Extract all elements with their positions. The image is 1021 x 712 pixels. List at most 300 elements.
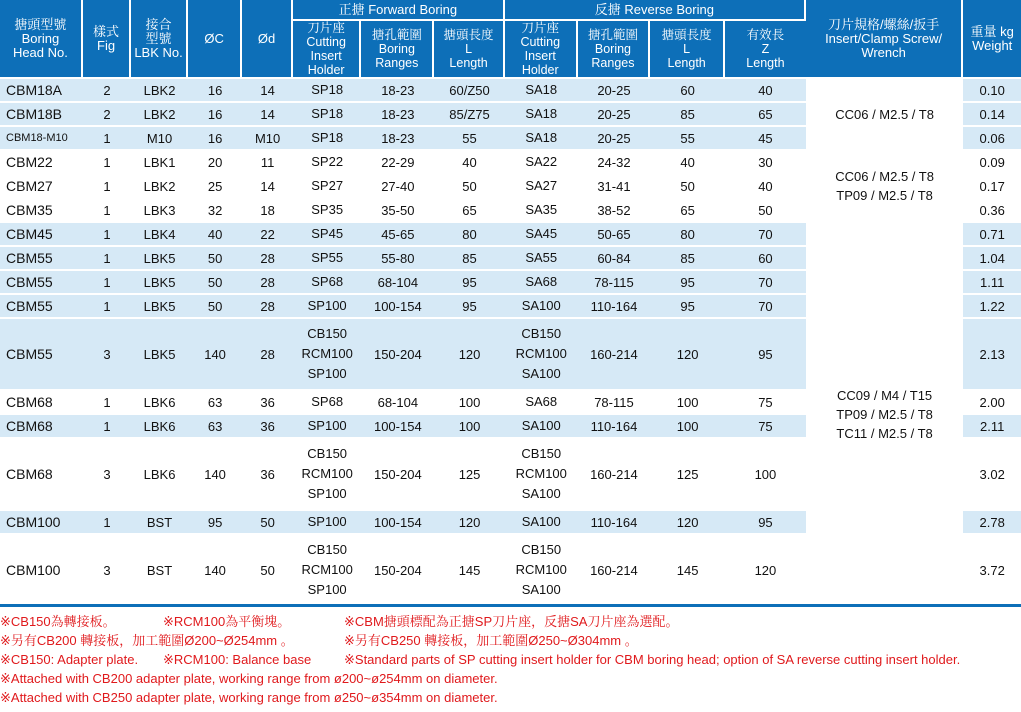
cell-z-length: 40 xyxy=(725,175,806,199)
header-reverse-length xyxy=(650,21,725,79)
cell-od: 28 xyxy=(242,319,292,391)
cell-forward-length: 100 xyxy=(434,415,505,439)
cell-weight: 0.71 xyxy=(963,223,1021,247)
cell-od: 36 xyxy=(242,439,292,511)
cell-fig: 1 xyxy=(83,247,131,271)
cell-oc: 40 xyxy=(188,223,243,247)
cell-lbk: LBK2 xyxy=(131,175,188,199)
table-header xyxy=(0,0,1021,79)
cell-reverse-holder xyxy=(505,439,578,511)
cell-forward-range: 68-104 xyxy=(361,271,434,295)
cell-weight: 1.04 xyxy=(963,247,1021,271)
header-line: 重量 kg xyxy=(970,23,1014,39)
header-line: Cutting xyxy=(520,35,561,49)
cell-reverse-range: 60-84 xyxy=(578,247,651,271)
cell-model: CBM22 xyxy=(0,151,83,175)
cell-reverse-holder xyxy=(505,199,578,223)
insert-clamp-line: TC11 / M2.5 / T8 xyxy=(836,425,933,441)
cell-weight: 0.36 xyxy=(963,199,1021,223)
header-line: Holder xyxy=(307,63,345,77)
cell-lbk: M10 xyxy=(131,127,188,151)
cell-model: CBM18B xyxy=(0,103,83,127)
cell-od: 18 xyxy=(242,199,292,223)
cell-reverse-holder-line: SA22 xyxy=(525,154,558,169)
cell-z-length: 120 xyxy=(725,535,806,607)
insert-clamp-line: TP09 / M2.5 / T8 xyxy=(836,406,933,422)
cell-forward-length: 120 xyxy=(434,511,505,535)
insert-clamp-line: CC09 / M4 / T15 xyxy=(837,387,933,403)
cell-lbk: LBK6 xyxy=(131,415,188,439)
cell-fig: 1 xyxy=(83,151,131,175)
header-line: 搪孔範圍 xyxy=(587,28,638,42)
cell-model: CBM18-M10 xyxy=(0,127,83,151)
cell-reverse-range: 78-115 xyxy=(578,271,651,295)
cell-reverse-length: 95 xyxy=(650,271,725,295)
cell-forward-range: 18-23 xyxy=(361,79,434,103)
cell-oc: 63 xyxy=(188,415,243,439)
cell-forward-holder-line: SP18 xyxy=(311,106,344,121)
cell-lbk: LBK6 xyxy=(131,439,188,511)
cell-forward-holder xyxy=(293,103,362,127)
footnote-row xyxy=(0,650,1021,669)
header-line: Boring xyxy=(378,42,415,56)
cell-forward-length: 50 xyxy=(434,175,505,199)
cell-fig: 1 xyxy=(83,271,131,295)
header-line: Holder xyxy=(521,63,559,77)
cell-od: 22 xyxy=(242,223,292,247)
cell-forward-length: 60/Z50 xyxy=(434,79,505,103)
cell-reverse-range: 20-25 xyxy=(578,127,651,151)
cell-forward-holder xyxy=(293,535,362,607)
cell-forward-holder-line: SP100 xyxy=(307,366,347,381)
cell-reverse-holder-line: RCM100 xyxy=(515,562,567,577)
header-line: Insert xyxy=(524,49,556,63)
cell-z-length: 95 xyxy=(725,319,806,391)
insert-clamp-line: CC06 / M2.5 / T8 xyxy=(835,106,934,122)
cell-reverse-holder-line: CB150 xyxy=(521,542,562,557)
cell-oc: 50 xyxy=(188,295,243,319)
cell-forward-holder xyxy=(293,511,362,535)
cell-weight: 0.06 xyxy=(963,127,1021,151)
cell-model: CBM55 xyxy=(0,319,83,391)
header-line: 刀片座 xyxy=(521,21,559,35)
cell-model: CBM100 xyxy=(0,535,83,607)
cell-forward-holder-line: SP100 xyxy=(307,418,347,433)
cell-reverse-length: 95 xyxy=(650,295,725,319)
cell-reverse-range: 110-164 xyxy=(578,415,651,439)
cell-forward-holder-line: SP18 xyxy=(311,82,344,97)
cell-reverse-length: 60 xyxy=(650,79,725,103)
cell-reverse-holder-line: SA100 xyxy=(521,582,561,597)
header-line: L xyxy=(683,42,691,56)
cell-forward-length: 65 xyxy=(434,199,505,223)
header-line: 搪頭長度 xyxy=(443,28,494,42)
cell-reverse-length: 85 xyxy=(650,247,725,271)
cell-od: 28 xyxy=(242,247,292,271)
cell-z-length: 65 xyxy=(725,103,806,127)
cell-forward-holder xyxy=(293,295,362,319)
cell-reverse-holder-line: SA100 xyxy=(521,514,561,529)
cell-fig: 1 xyxy=(83,391,131,415)
header-line: Insert/Clamp Screw/ xyxy=(825,30,943,46)
cell-forward-holder xyxy=(293,391,362,415)
cell-lbk: LBK1 xyxy=(131,151,188,175)
cell-lbk: LBK6 xyxy=(131,391,188,415)
cell-lbk: LBK4 xyxy=(131,223,188,247)
header-line: 樣式 xyxy=(93,23,120,39)
header-line: Head No. xyxy=(12,44,68,60)
cell-reverse-holder-line: SA18 xyxy=(525,82,558,97)
cell-reverse-holder-line: SA55 xyxy=(525,250,558,265)
cell-forward-holder xyxy=(293,199,362,223)
cell-forward-length: 125 xyxy=(434,439,505,511)
cell-weight: 2.13 xyxy=(963,319,1021,391)
cell-lbk: LBK5 xyxy=(131,295,188,319)
cell-lbk: LBK2 xyxy=(131,79,188,103)
cell-reverse-holder-line: SA100 xyxy=(521,298,561,313)
cell-reverse-holder-line: SA68 xyxy=(525,274,558,289)
cell-reverse-range: 78-115 xyxy=(578,391,651,415)
cell-forward-length: 55 xyxy=(434,127,505,151)
header-line: 有效長 xyxy=(746,28,785,42)
header-line: 接合 xyxy=(145,16,172,32)
cell-reverse-holder xyxy=(505,223,578,247)
cell-reverse-length: 100 xyxy=(650,391,725,415)
footnote-row xyxy=(0,688,1021,707)
cell-oc: 95 xyxy=(188,511,243,535)
header-line: LBK No. xyxy=(134,44,183,60)
header-fig xyxy=(83,0,131,79)
cell-reverse-holder-line: RCM100 xyxy=(515,346,567,361)
header-line: Length xyxy=(449,56,488,70)
cell-forward-holder-line: RCM100 xyxy=(301,562,353,577)
cell-model: CBM55 xyxy=(0,295,83,319)
cell-weight: 1.11 xyxy=(963,271,1021,295)
cell-reverse-length: 50 xyxy=(650,175,725,199)
cell-reverse-length: 40 xyxy=(650,151,725,175)
cell-weight: 1.22 xyxy=(963,295,1021,319)
cell-reverse-holder xyxy=(505,391,578,415)
cell-model: CBM100 xyxy=(0,511,83,535)
header-lbk xyxy=(131,0,188,79)
footnote-text: ※Standard parts of SP cutting insert holder for CBM boring head; option of SA reverse cutting insert holder. xyxy=(344,652,961,667)
cell-reverse-range: 160-214 xyxy=(578,439,651,511)
header-head-no xyxy=(0,0,83,79)
cell-reverse-range: 160-214 xyxy=(578,535,651,607)
header-line: Fig xyxy=(97,37,116,53)
cell-forward-range: 55-80 xyxy=(361,247,434,271)
footnote-text: ※CBM搪頭標配為正搪SP刀片座，反搪SA刀片座為選配。 xyxy=(344,614,679,629)
header-line: Cutting xyxy=(306,35,346,49)
header-line: 搪頭長度 xyxy=(661,28,712,42)
header-line: Insert xyxy=(310,49,342,63)
cell-reverse-length: 120 xyxy=(650,319,725,391)
cell-reverse-length: 145 xyxy=(650,535,725,607)
cell-reverse-holder-line: RCM100 xyxy=(515,466,567,481)
cell-z-length: 75 xyxy=(725,391,806,415)
cell-forward-range: 150-204 xyxy=(361,439,434,511)
cell-fig: 3 xyxy=(83,439,131,511)
cell-oc: 63 xyxy=(188,391,243,415)
cell-forward-holder-line: SP27 xyxy=(311,178,344,193)
cell-forward-holder-line: CB150 xyxy=(307,542,348,557)
cell-forward-range: 45-65 xyxy=(361,223,434,247)
cell-forward-holder xyxy=(293,151,362,175)
cell-reverse-holder-line: SA45 xyxy=(525,226,558,241)
cell-reverse-length: 65 xyxy=(650,199,725,223)
cell-z-length: 40 xyxy=(725,79,806,103)
cell-fig: 1 xyxy=(83,175,131,199)
footnotes xyxy=(0,612,1021,707)
cell-reverse-holder xyxy=(505,271,578,295)
cell-oc: 32 xyxy=(188,199,243,223)
cell-od: 14 xyxy=(242,79,292,103)
cell-forward-holder-line: SP68 xyxy=(311,394,344,409)
cell-reverse-holder-line: SA100 xyxy=(521,486,561,501)
cell-z-length: 70 xyxy=(725,223,806,247)
cell-reverse-holder-line: CB150 xyxy=(521,446,562,461)
cell-forward-range: 18-23 xyxy=(361,127,434,151)
cell-reverse-range: 110-164 xyxy=(578,295,651,319)
cell-od: 36 xyxy=(242,391,292,415)
cell-model: CBM55 xyxy=(0,247,83,271)
cell-forward-range: 100-154 xyxy=(361,511,434,535)
cell-forward-range: 68-104 xyxy=(361,391,434,415)
cell-forward-length: 95 xyxy=(434,271,505,295)
cell-weight: 2.78 xyxy=(963,511,1021,535)
cell-reverse-length: 120 xyxy=(650,511,725,535)
cell-forward-holder xyxy=(293,319,362,391)
cell-fig: 3 xyxy=(83,319,131,391)
cell-forward-holder-line: SP22 xyxy=(311,154,344,169)
cell-z-length: 30 xyxy=(725,151,806,175)
header-line: Ranges xyxy=(591,56,635,70)
header-line: 搪頭型號 xyxy=(14,16,67,32)
cell-od: 36 xyxy=(242,415,292,439)
cell-reverse-length: 125 xyxy=(650,439,725,511)
footnote-text: ※另有CB250 轉接板，加工範圍Ø250~Ø304mm 。 xyxy=(344,633,638,648)
cell-od: 50 xyxy=(242,535,292,607)
cell-fig: 3 xyxy=(83,535,131,607)
cell-lbk: LBK5 xyxy=(131,319,188,391)
cell-fig: 1 xyxy=(83,415,131,439)
cell-reverse-range: 160-214 xyxy=(578,319,651,391)
cell-model: CBM35 xyxy=(0,199,83,223)
cell-model: CBM55 xyxy=(0,271,83,295)
cell-forward-holder-line: SP55 xyxy=(311,250,344,265)
header-od: Ød xyxy=(242,0,292,79)
insert-clamp-line: CC06 / M2.5 / T8 xyxy=(835,169,934,184)
header-line: Ranges xyxy=(375,56,419,70)
cell-reverse-holder-line: CB150 xyxy=(521,326,562,341)
cell-od: 14 xyxy=(242,175,292,199)
cell-forward-holder xyxy=(293,439,362,511)
cell-forward-holder-line: SP100 xyxy=(307,582,347,597)
cell-fig: 1 xyxy=(83,223,131,247)
cell-z-length: 75 xyxy=(725,415,806,439)
cell-forward-range: 22-29 xyxy=(361,151,434,175)
cell-reverse-length: 80 xyxy=(650,223,725,247)
cell-z-length: 70 xyxy=(725,271,806,295)
cell-forward-range: 150-204 xyxy=(361,535,434,607)
cell-lbk: LBK2 xyxy=(131,103,188,127)
cell-reverse-holder xyxy=(505,415,578,439)
cell-forward-holder-line: SP100 xyxy=(307,298,347,313)
cell-lbk: BST xyxy=(131,535,188,607)
cell-oc: 16 xyxy=(188,79,243,103)
header-forward-range xyxy=(361,21,434,79)
header-line: L xyxy=(465,42,473,56)
cell-reverse-holder xyxy=(505,511,578,535)
insert-clamp-line: TP09 / M2.5 / T8 xyxy=(836,188,933,203)
cell-forward-length: 95 xyxy=(434,295,505,319)
header-reverse-holder xyxy=(505,21,578,79)
cell-reverse-range: 110-164 xyxy=(578,511,651,535)
cell-reverse-holder xyxy=(505,295,578,319)
cell-model: CBM68 xyxy=(0,439,83,511)
cell-forward-holder xyxy=(293,175,362,199)
cell-z-length: 95 xyxy=(725,511,806,535)
cell-oc: 20 xyxy=(188,151,243,175)
cell-forward-holder-line: RCM100 xyxy=(301,346,353,361)
cell-forward-range: 35-50 xyxy=(361,199,434,223)
cell-oc: 140 xyxy=(188,439,243,511)
cell-weight: 0.14 xyxy=(963,103,1021,127)
cell-lbk: LBK5 xyxy=(131,271,188,295)
cell-forward-holder xyxy=(293,415,362,439)
cell-forward-length: 85/Z75 xyxy=(434,103,505,127)
cell-model: CBM68 xyxy=(0,415,83,439)
cell-reverse-range: 50-65 xyxy=(578,223,651,247)
cell-insert-clamp xyxy=(806,223,964,607)
cell-reverse-holder xyxy=(505,151,578,175)
cell-lbk: BST xyxy=(131,511,188,535)
cell-forward-holder-line: SP100 xyxy=(307,514,347,529)
cell-reverse-holder xyxy=(505,103,578,127)
cell-forward-range: 18-23 xyxy=(361,103,434,127)
cell-reverse-holder-line: SA27 xyxy=(525,178,558,193)
header-line: Length xyxy=(746,56,785,70)
header-weight xyxy=(963,0,1021,79)
header-oc: ØC xyxy=(188,0,243,79)
table-body xyxy=(0,79,1021,607)
cell-oc: 140 xyxy=(188,535,243,607)
cell-model: CBM45 xyxy=(0,223,83,247)
cell-z-length: 60 xyxy=(725,247,806,271)
cell-reverse-holder-line: SA35 xyxy=(525,202,558,217)
footnote-row xyxy=(0,612,1021,631)
cell-od: 28 xyxy=(242,295,292,319)
cell-model: CBM27 xyxy=(0,175,83,199)
cell-forward-holder xyxy=(293,223,362,247)
table-bottom-rule xyxy=(0,604,1021,607)
cell-fig: 1 xyxy=(83,127,131,151)
cell-model: CBM18A xyxy=(0,79,83,103)
cell-forward-range: 100-154 xyxy=(361,295,434,319)
footnote-row xyxy=(0,631,1021,650)
cell-reverse-holder-line: SA100 xyxy=(521,418,561,433)
cell-reverse-holder-line: SA68 xyxy=(525,394,558,409)
cell-reverse-holder-line: SA18 xyxy=(525,130,558,145)
cell-z-length: 45 xyxy=(725,127,806,151)
cell-reverse-holder xyxy=(505,175,578,199)
cell-forward-holder-line: SP35 xyxy=(311,202,344,217)
cell-forward-length: 120 xyxy=(434,319,505,391)
cell-reverse-range: 20-25 xyxy=(578,103,651,127)
cell-forward-holder xyxy=(293,79,362,103)
cell-forward-holder-line: RCM100 xyxy=(301,466,353,481)
cell-forward-holder-line: SP100 xyxy=(307,486,347,501)
cell-weight: 0.17 xyxy=(963,175,1021,199)
cell-forward-holder-line: SP68 xyxy=(311,274,344,289)
cell-weight: 2.11 xyxy=(963,415,1021,439)
cell-lbk: LBK5 xyxy=(131,247,188,271)
header-line: Boring xyxy=(21,30,60,46)
cell-fig: 2 xyxy=(83,79,131,103)
cell-reverse-range: 24-32 xyxy=(578,151,651,175)
cell-od: 50 xyxy=(242,511,292,535)
cell-reverse-length: 85 xyxy=(650,103,725,127)
footnote-text: ※CB150為轉接板。 xyxy=(0,614,116,629)
header-line: 型號 xyxy=(145,30,172,46)
cell-reverse-length: 55 xyxy=(650,127,725,151)
cell-insert-clamp xyxy=(806,79,964,151)
header-line: Z xyxy=(761,42,770,56)
cell-od: 28 xyxy=(242,271,292,295)
footnote-text: ※RCM100: Balance base xyxy=(163,652,312,667)
header-line: Length xyxy=(667,56,706,70)
cell-fig: 1 xyxy=(83,295,131,319)
cell-oc: 50 xyxy=(188,247,243,271)
cell-forward-holder-line: CB150 xyxy=(307,326,348,341)
cell-forward-range: 150-204 xyxy=(361,319,434,391)
header-line: 刀片座 xyxy=(307,21,345,35)
cell-od: 11 xyxy=(242,151,292,175)
cell-oc: 50 xyxy=(188,271,243,295)
cell-forward-length: 100 xyxy=(434,391,505,415)
cell-fig: 1 xyxy=(83,199,131,223)
cell-z-length: 50 xyxy=(725,199,806,223)
cell-oc: 16 xyxy=(188,103,243,127)
cell-weight: 3.72 xyxy=(963,535,1021,607)
cell-reverse-range: 20-25 xyxy=(578,79,651,103)
header-line: Weight xyxy=(972,37,1013,53)
table-row xyxy=(0,151,1021,175)
footnote-text: ※Attached with CB250 adapter plate, working range from ø250~ø354mm on diameter. xyxy=(0,690,498,705)
cell-forward-length: 85 xyxy=(434,247,505,271)
header-line: Boring xyxy=(594,42,632,56)
cell-reverse-holder-line: SA100 xyxy=(521,366,561,381)
table-row xyxy=(0,79,1021,103)
header-insert-clamp xyxy=(806,0,964,79)
header-z-length xyxy=(725,21,806,79)
cell-fig: 1 xyxy=(83,511,131,535)
cell-oc: 25 xyxy=(188,175,243,199)
header-forward-length xyxy=(434,21,505,79)
cell-forward-holder xyxy=(293,247,362,271)
cell-forward-holder-line: SP45 xyxy=(311,226,344,241)
header-line: Wrench xyxy=(861,44,906,60)
header-line: 刀片規格/螺絲/扳手 xyxy=(827,16,940,32)
cell-forward-range: 100-154 xyxy=(361,415,434,439)
cell-weight: 3.02 xyxy=(963,439,1021,511)
cell-od: 14 xyxy=(242,103,292,127)
cell-forward-holder xyxy=(293,271,362,295)
cell-oc: 16 xyxy=(188,127,243,151)
header-forward-holder xyxy=(293,21,362,79)
cell-reverse-holder xyxy=(505,247,578,271)
header-forward-boring: 正搪 Forward Boring xyxy=(293,0,505,21)
